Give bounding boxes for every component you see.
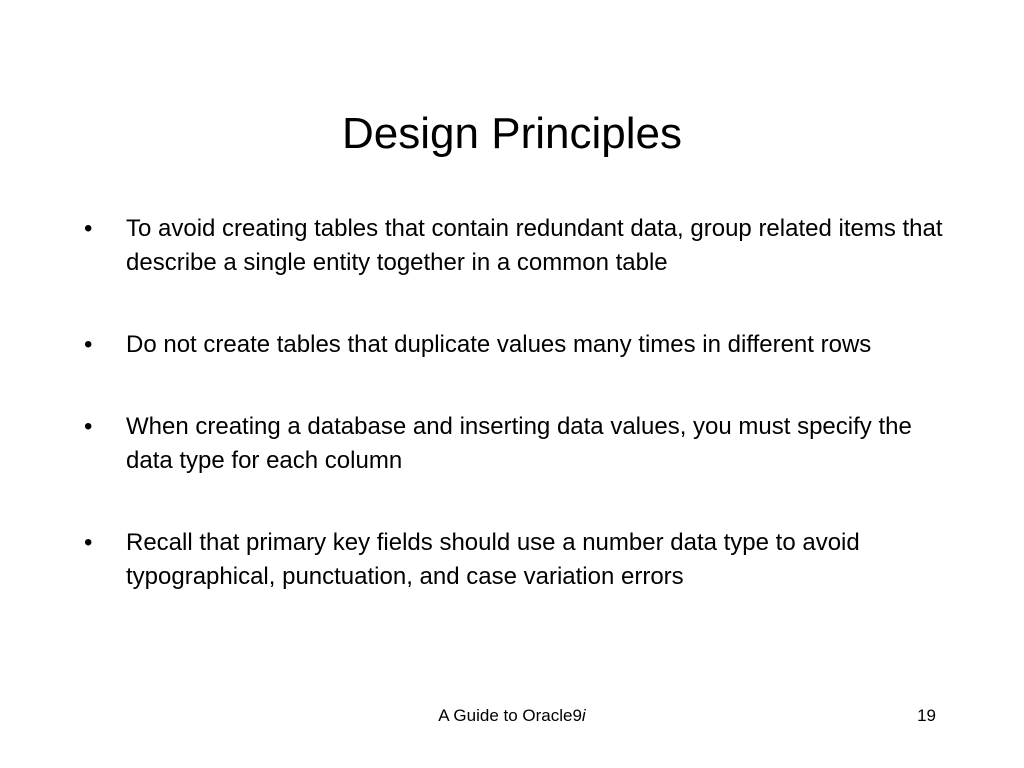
bullet-text-4: Recall that primary key fields should use a number data type to avoid typographical, punctuation, and case variation errors — [126, 529, 860, 590]
bullet-text-1: To avoid creating tables that contain redundant data, group related items that describe a single entity together in a common table — [126, 215, 943, 276]
bullet-icon: • — [84, 215, 93, 242]
slide-title: Design Principles — [342, 109, 682, 158]
bullet-list — [84, 212, 944, 594]
footer-title — [0, 705, 1024, 727]
bullet-icon: • — [84, 331, 93, 358]
bullet-text-2: Do not create tables that duplicate values many times in different rows — [126, 331, 872, 358]
bullet-item-3 — [84, 410, 944, 478]
bullet-item-2 — [84, 328, 944, 362]
bullet-item-4 — [84, 526, 944, 594]
bullet-icon: • — [84, 529, 93, 556]
bullet-item-1 — [84, 212, 944, 280]
bullet-icon: • — [84, 413, 93, 440]
bullet-text-3: When creating a database and inserting data values, you must specify the data type for each column — [126, 413, 912, 474]
page-number: 19 — [917, 706, 936, 725]
footer-title-italic: i — [581, 706, 586, 725]
footer-title-text: A Guide to Oracle9 — [438, 706, 582, 725]
